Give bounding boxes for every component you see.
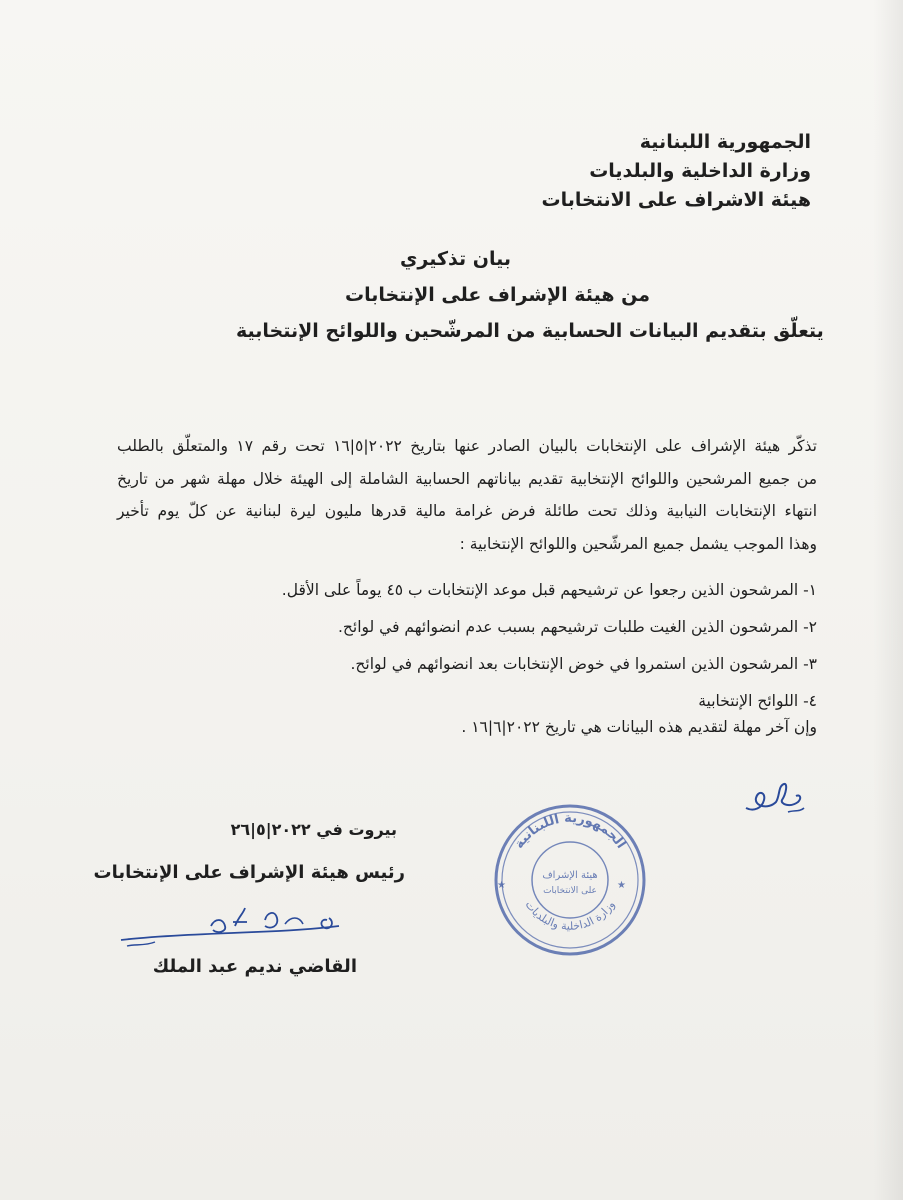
svg-text:على الانتخابات: على الانتخابات	[543, 886, 597, 896]
page-edge-shadow	[873, 0, 903, 1200]
place-and-date: بيروت في ٢٠٢٢|٥|٢٦	[230, 820, 397, 839]
body-line-2: من جميع المرشحين واللوائح الإنتخابية تقديم بياناتهم الحسابية الشاملة إلى الهيئة خلال مهلة شهر من تاريخ	[117, 469, 817, 488]
title-line-3: يتعلّق بتقديم البيانات الحسابية من المرشّحين واللوائح الإنتخابية	[236, 320, 824, 342]
list-item: ٣- المرشحون الذين استمروا في خوض الإنتخابات بعد انضوائهم في لوائح.	[350, 655, 817, 673]
title-line-2: من هيئة الإشراف على الإنتخابات	[345, 284, 650, 306]
handwritten-signature	[115, 896, 345, 958]
svg-text:★: ★	[497, 880, 506, 891]
initials-signature	[740, 768, 810, 828]
body-line-3: انتهاء الإنتخابات النيابية وذلك تحت طائلة فرض غرامة مالية قدرها مليون ليرة لبنانية عن كلّ يوم تأخير	[117, 502, 817, 520]
body-line-1: تذكّر هيئة الإشراف على الإنتخابات بالبيان الصادر عنها بتاريخ ٢٠٢٢|٥|١٦ تحت رقم ١٧ والمتعلّق بالطلب	[117, 437, 817, 455]
letterhead-ministry: وزارة الداخلية والبلديات	[589, 160, 811, 182]
list-item: ٤- اللوائح الإنتخابية	[698, 692, 817, 710]
svg-text:وزارة الداخلية والبلديات: وزارة الداخلية والبلديات	[522, 898, 618, 933]
svg-text:هيئة الإشراف: هيئة الإشراف	[542, 870, 598, 881]
letterhead	[542, 128, 812, 215]
svg-text:الجمهورية اللبنانية: الجمهورية اللبنانية	[511, 810, 629, 852]
signer-name: القاضي نديم عبد الملك	[152, 956, 357, 977]
list-item: ٢- المرشحون الذين الغيت طلبات ترشيحهم بسبب عدم انضوائهم في لوائح.	[337, 618, 817, 636]
candidates-list	[282, 572, 817, 720]
svg-text:★: ★	[617, 880, 626, 891]
signer-title: رئيس هيئة الإشراف على الإنتخابات	[93, 862, 405, 883]
list-item: ١- المرشحون الذين رجعوا عن ترشيحهم قبل موعد الإنتخابات ب ٤٥ يوماً على الأقل.	[281, 581, 817, 599]
letterhead-republic: الجمهورية اللبنانية	[639, 131, 811, 153]
body-line-4: وهذا الموجب يشمل جميع المرشّحين واللوائح الإنتخابية :	[459, 534, 817, 553]
title-line-1: بيان تذكيري	[400, 248, 512, 270]
deadline-note: وإن آخر مهلة لتقديم هذه البيانات هي تاريخ ٢٠٢٢|٦|١٦ .	[461, 718, 817, 736]
official-stamp	[490, 800, 650, 960]
statement-body	[117, 430, 817, 560]
letterhead-commission: هيئة الاشراف على الانتخابات	[541, 189, 811, 211]
